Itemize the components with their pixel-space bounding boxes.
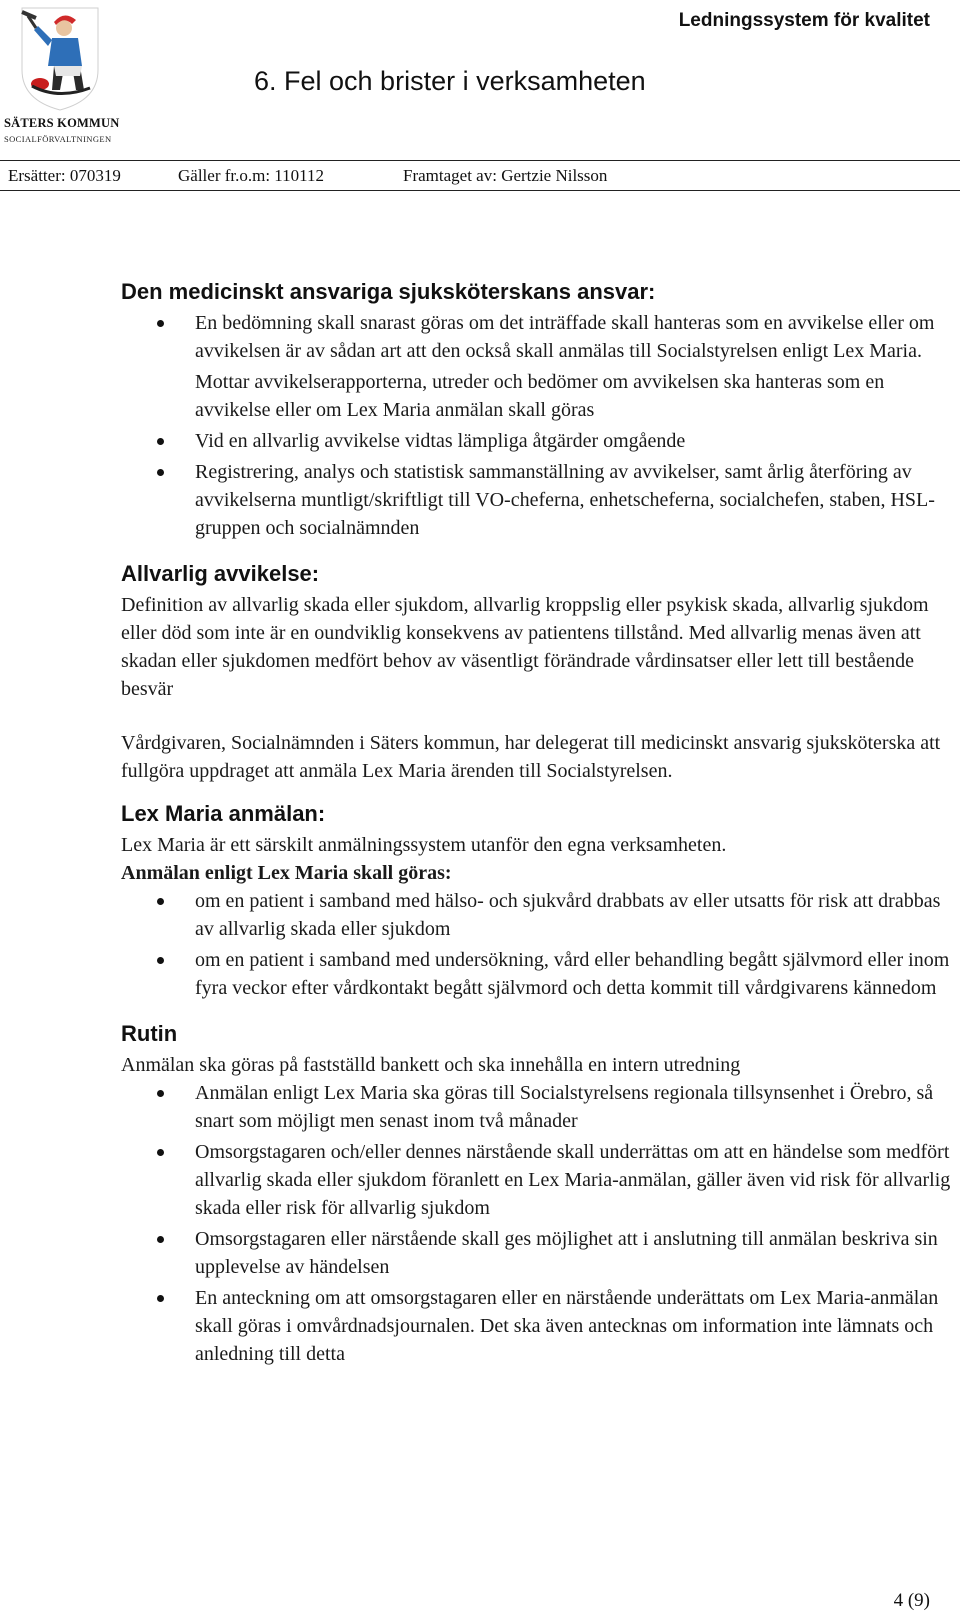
bullet-list xyxy=(121,427,956,542)
list-item-text: En anteckning om att omsorgstagaren eller en närstående underättats om Lex Maria-anmälan skall göras i omvårdnadsjournalen. Det ska även antecknas om information inte lämnats och anledning till detta xyxy=(195,1287,939,1365)
bullet-icon xyxy=(157,957,164,964)
document-body xyxy=(121,275,956,1371)
header-divider-top xyxy=(0,160,960,161)
municipality-logo xyxy=(2,4,120,146)
section-heading: Den medicinskt ansvariga sjuksköterskans ansvar: xyxy=(121,279,656,304)
list-item-text: Anmälan enligt Lex Maria ska göras till Socialstyrelsens regionala tillsynsenhet i Örebro, så snart som möjligt men senast inom två månader xyxy=(195,1082,934,1132)
header-divider-bottom xyxy=(0,190,960,191)
bullet-icon xyxy=(157,1090,164,1097)
bullet-list xyxy=(121,309,956,365)
bullet-list xyxy=(121,887,956,1002)
bullet-icon xyxy=(157,1149,164,1156)
serious-deviation-section xyxy=(121,557,956,785)
list-item-continuation: Mottar avvikelserapporterna, utreder och bedömer om avvikelsen ska hanteras som en avvikelse eller om Lex Maria anmälan skall göras xyxy=(195,371,885,421)
list-item xyxy=(121,1284,956,1368)
section-heading: Rutin xyxy=(121,1021,178,1046)
list-item xyxy=(121,427,956,455)
list-item xyxy=(121,309,956,365)
prepared-by: Framtaget av: Gertzie Nilsson xyxy=(403,166,608,185)
lex-maria-section xyxy=(121,797,956,1002)
bullet-icon xyxy=(157,438,164,445)
bullet-icon xyxy=(157,898,164,905)
system-title: Ledningssystem för kvalitet xyxy=(678,10,930,31)
intro-paragraph: Lex Maria är ett särskilt anmälningssystem utanför den egna verksamheten. xyxy=(121,834,727,856)
list-item-text: Omsorgstagaren eller närstående skall ges möjlighet att i anslutning till anmälan beskriva sin upplevelse av händelsen xyxy=(195,1228,938,1278)
list-item xyxy=(121,887,956,943)
bullet-icon xyxy=(157,1236,164,1243)
subheading: Anmälan enligt Lex Maria skall göras: xyxy=(121,862,452,884)
bullet-icon xyxy=(157,1295,164,1302)
list-item xyxy=(121,1138,956,1222)
delegation-paragraph: Vårdgivaren, Socialnämnden i Säters kommun, har delegerat till medicinskt ansvarig sjuksköterska att fullgöra uppdraget att anmäla Lex Maria ärenden till Socialstyrelsen. xyxy=(121,732,941,782)
list-item xyxy=(121,1079,956,1135)
section-heading: Lex Maria anmälan: xyxy=(121,801,326,826)
routine-section xyxy=(121,1017,956,1368)
list-item-text: En bedömning skall snarast göras om det inträffade skall hanteras som en avvikelse eller om avvikelsen är av sådan art att den också skall anmälas till Socialstyrelsen enligt Lex Maria. xyxy=(195,312,935,362)
bullet-icon xyxy=(157,469,164,476)
list-item xyxy=(121,458,956,542)
page-number: 4 (9) xyxy=(893,1590,930,1611)
coat-of-arms-icon xyxy=(2,4,102,112)
list-item-text: Vid en allvarlig avvikelse vidtas lämpliga åtgärder omgående xyxy=(195,430,686,452)
nurse-responsibility-section xyxy=(121,275,956,542)
bullet-icon xyxy=(157,320,164,327)
list-item xyxy=(121,946,956,1002)
list-item-text: om en patient i samband med undersökning, vård eller behandling begått självmord eller inom fyra veckor efter vårdkontakt begått självmord och detta kommit till vårdgivarens kännedom xyxy=(195,949,950,999)
replaces-date: Ersätter: 070319 xyxy=(8,166,121,185)
section-heading: Allvarlig avvikelse: xyxy=(121,561,320,586)
department-name: SOCIALFÖRVALTNINGEN xyxy=(4,134,112,144)
intro-paragraph: Anmälan ska göras på fastställd bankett och ska innehålla en intern utredning xyxy=(121,1054,741,1076)
valid-from-date: Gäller fr.o.m: 110112 xyxy=(178,166,325,185)
list-item-text: om en patient i samband med hälso- och sjukvård drabbats av eller utsatts för risk att drabbas av allvarlig skada eller sjukdom xyxy=(195,890,941,940)
page-title: 6. Fel och brister i verksamheten xyxy=(254,66,646,96)
list-item-text: Registrering, analys och statistisk sammanställning av avvikelser, samt årlig återföring av avvikelserna muntligt/skriftligt till VO-cheferna, enhetscheferna, socialchefen, staben, HSL-gruppen och socialnämnden xyxy=(195,461,935,539)
bullet-list xyxy=(121,1079,956,1368)
municipality-name: SÄTERS KOMMUN xyxy=(4,116,120,130)
list-item-text: Omsorgstagaren och/eller dennes närstående skall underrättas om att en händelse som medfört allvarlig skada eller sjukdom föranlett en Lex Maria-anmälan, gäller även vid risk för allvarlig skada eller risk för allvarlig sjukdom xyxy=(195,1141,951,1219)
definition-paragraph: Definition av allvarlig skada eller sjukdom, allvarlig kroppslig eller psykisk skada, allvarlig sjukdom eller död som inte är en oundviklig konsekvens av patientens tillstånd. Med allvarlig menas även att skadan eller sjukdomen medfört behov av väsentligt förändrade vårdinsatser eller lett till bestående besvär xyxy=(121,594,929,700)
list-item xyxy=(121,1225,956,1281)
document-header xyxy=(0,0,960,200)
